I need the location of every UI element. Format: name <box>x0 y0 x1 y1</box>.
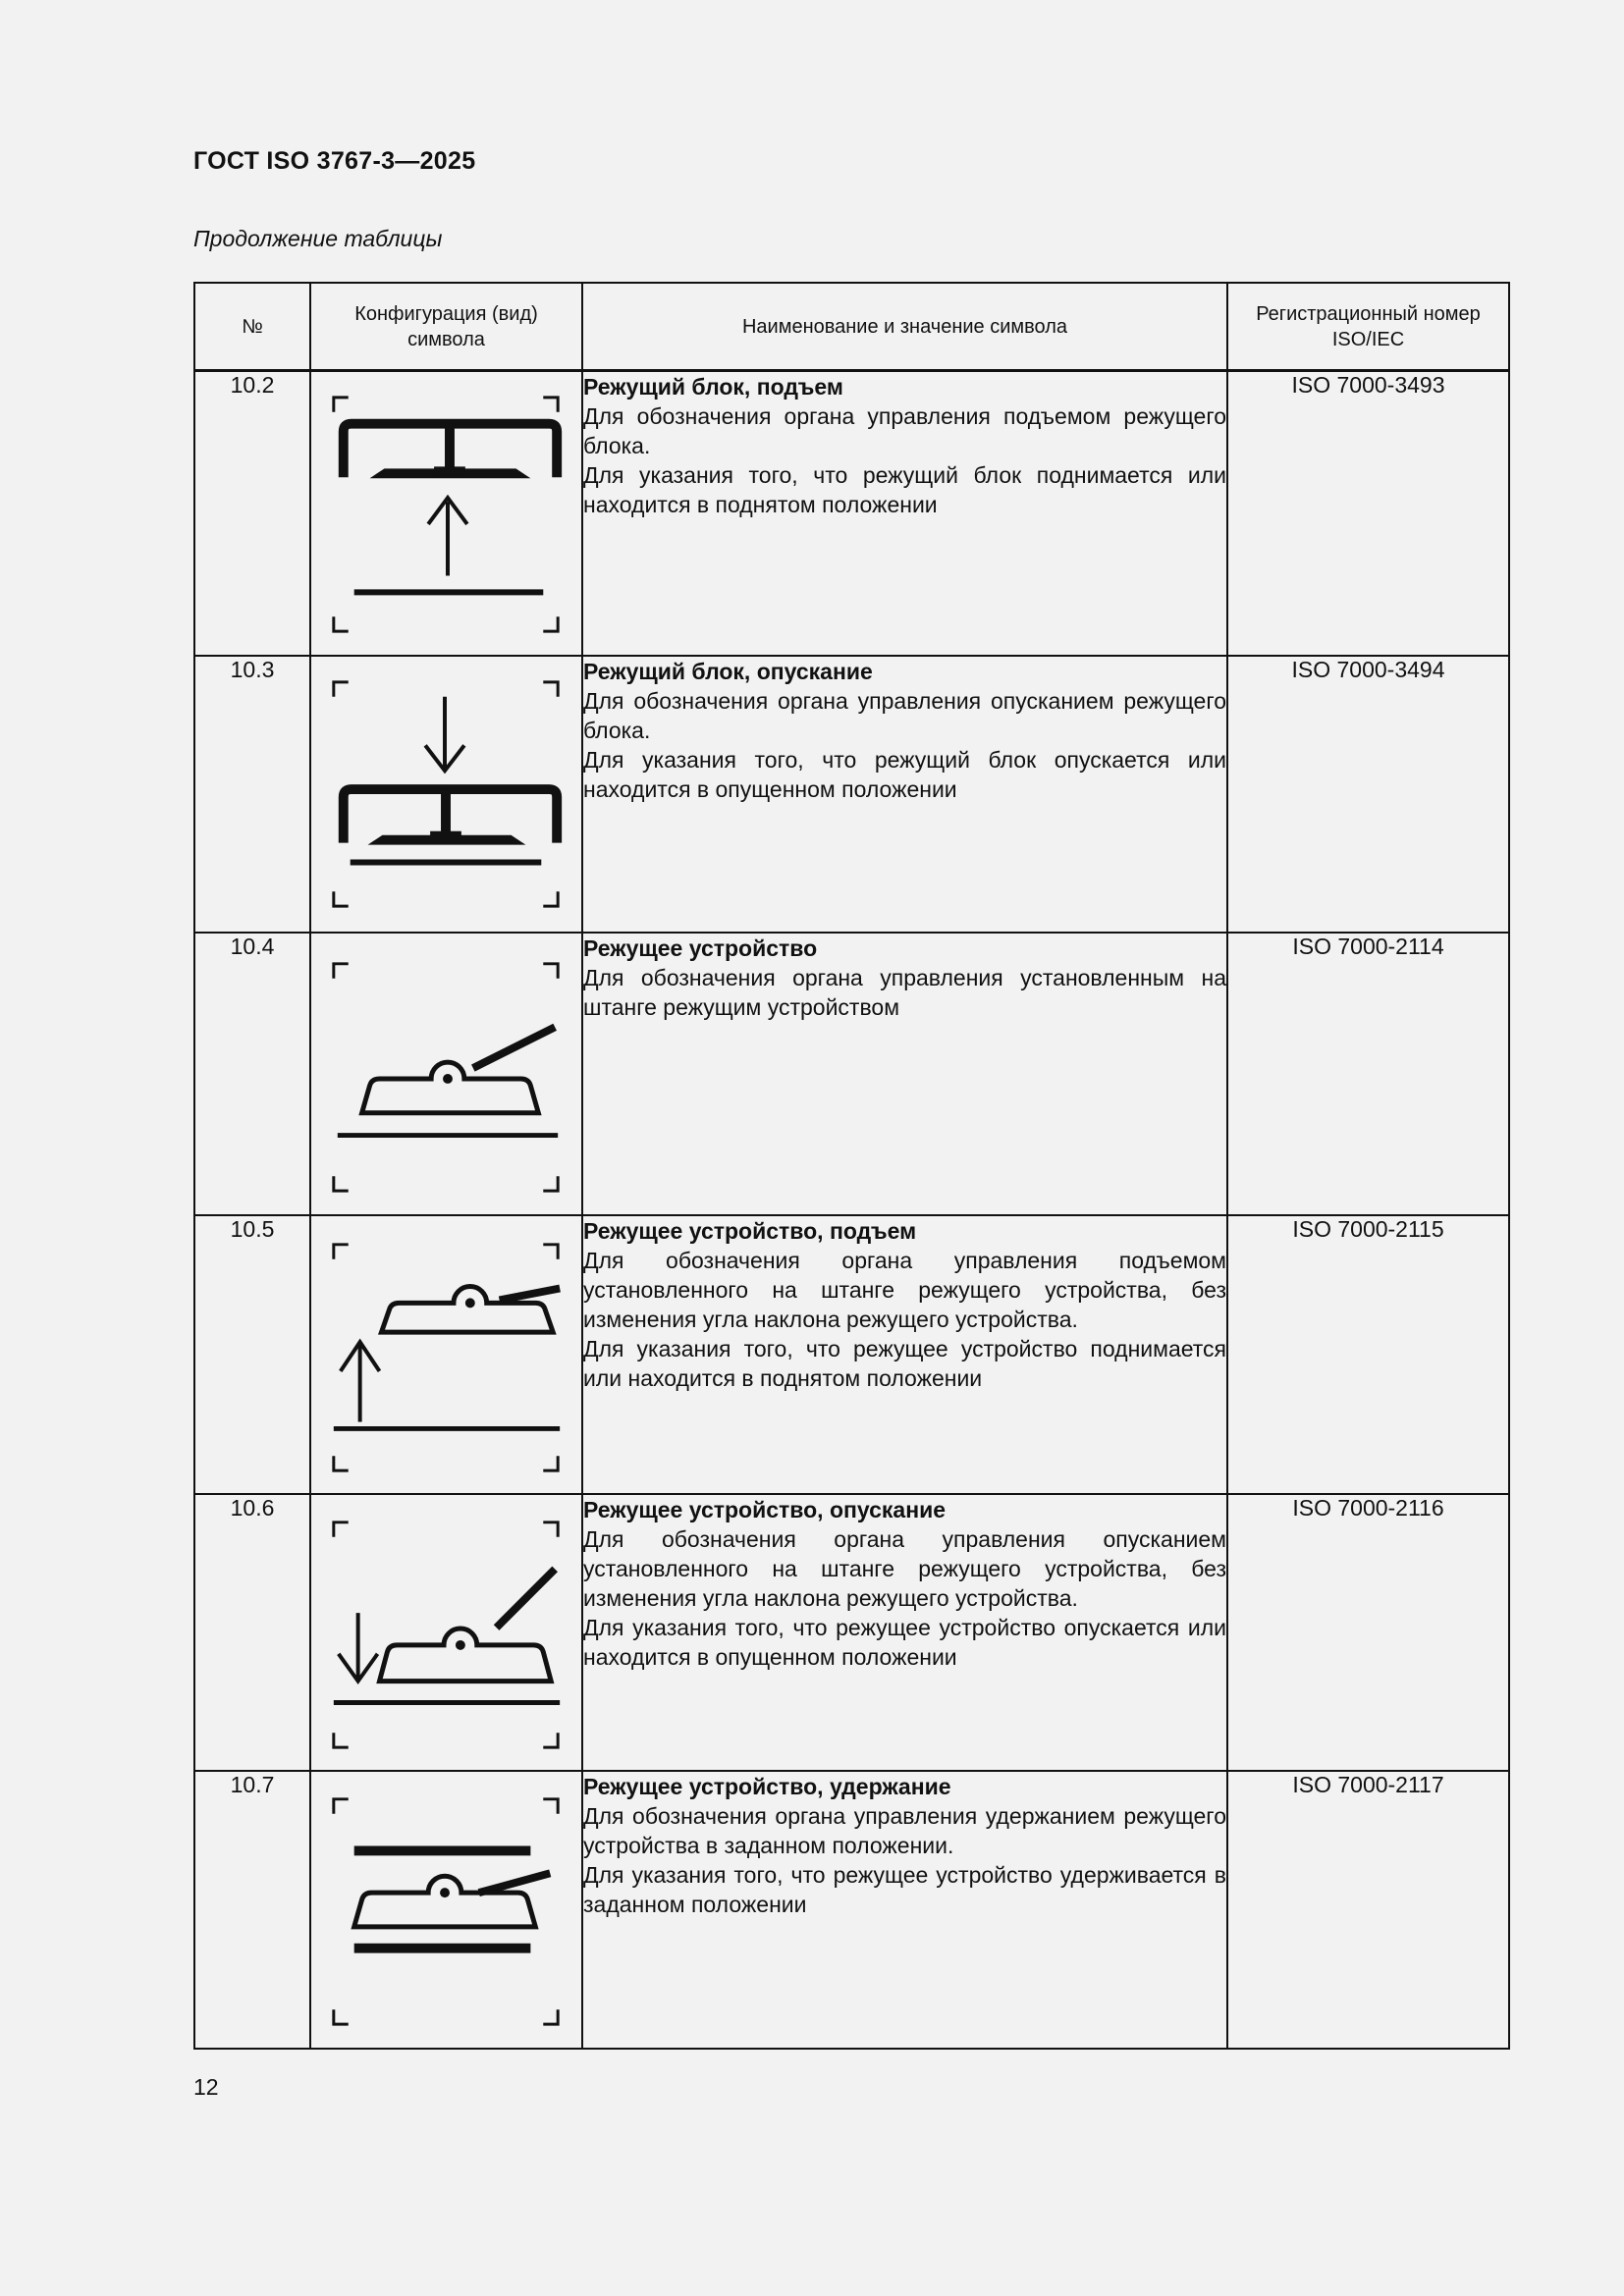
table-row <box>194 1215 1509 1494</box>
row-number: 10.6 <box>194 1494 310 1771</box>
description-line: Для указания того, что режущее устройство опускается или находится в опущенном положении <box>583 1615 1226 1670</box>
symbols-table <box>193 282 1510 2050</box>
symbol-cell <box>310 1771 582 2049</box>
description-cell <box>582 371 1227 657</box>
cutting-device-icon <box>311 934 581 1214</box>
symbol-title: Режущее устройство, опускание <box>583 1497 947 1522</box>
description-cell <box>582 1494 1227 1771</box>
cutting-unit-raise-icon <box>311 372 581 655</box>
column-header-symbol: Конфигурация (вид) символа <box>310 283 582 371</box>
row-number: 10.5 <box>194 1215 310 1494</box>
table-row <box>194 656 1509 933</box>
page-number: 12 <box>193 2074 219 2100</box>
description-line: Для обозначения органа управления удержанием режущего устройства в заданном положении. <box>583 1803 1226 1858</box>
cutting-device-raise-icon <box>311 1216 581 1493</box>
description-cell <box>582 1215 1227 1494</box>
symbol-title: Режущее устройство, подъем <box>583 1218 917 1244</box>
description-line: Для указания того, что режущее устройство удерживается в заданном положении <box>583 1862 1226 1917</box>
description-line: Для обозначения органа управления подъемом режущего блока. <box>583 403 1226 458</box>
description-cell <box>582 1771 1227 2049</box>
table-row <box>194 371 1509 657</box>
row-number: 10.7 <box>194 1771 310 2049</box>
description-line: Для указания того, что режущее устройство поднимается или находится в поднятом положении <box>583 1336 1226 1391</box>
description-line: Для обозначения органа управления подъемом установленного на штанге режущего устройства, без изменения угла наклона режущего устройства. <box>583 1248 1226 1332</box>
registration-number: ISO 7000-2117 <box>1227 1771 1509 2049</box>
column-header-number: № <box>194 283 310 371</box>
description-line: Для указания того, что режущий блок поднимается или находится в поднятом положении <box>583 462 1226 517</box>
registration-number: ISO 7000-3494 <box>1227 656 1509 933</box>
cutting-device-hold-icon <box>311 1772 581 2048</box>
description-line: Для обозначения органа управления опусканием режущего блока. <box>583 688 1226 743</box>
description-cell <box>582 933 1227 1215</box>
symbol-cell <box>310 656 582 933</box>
cutting-unit-lower-icon <box>311 657 581 932</box>
cutting-device-lower-icon <box>311 1495 581 1770</box>
continuation-label: Продолжение таблицы <box>193 226 443 251</box>
symbol-title: Режущее устройство, удержание <box>583 1774 951 1799</box>
row-number: 10.2 <box>194 371 310 657</box>
symbol-cell <box>310 1215 582 1494</box>
column-header-name: Наименование и значение символа <box>582 283 1227 371</box>
row-number: 10.4 <box>194 933 310 1215</box>
column-header-registration: Регистрационный номер ISO/IEC <box>1227 283 1509 371</box>
table-header-row <box>194 283 1509 371</box>
symbol-title: Режущий блок, подъем <box>583 374 843 400</box>
symbol-title: Режущее устройство <box>583 935 818 961</box>
symbol-title: Режущий блок, опускание <box>583 659 873 684</box>
registration-number: ISO 7000-2115 <box>1227 1215 1509 1494</box>
description-line: Для обозначения органа управления опусканием установленного на штанге режущего устройства, без изменения угла наклона режущего устройства. <box>583 1526 1226 1611</box>
row-number: 10.3 <box>194 656 310 933</box>
registration-number: ISO 7000-2116 <box>1227 1494 1509 1771</box>
symbol-cell <box>310 933 582 1215</box>
registration-number: ISO 7000-3493 <box>1227 371 1509 657</box>
symbol-cell <box>310 1494 582 1771</box>
table-row <box>194 933 1509 1215</box>
symbol-cell <box>310 371 582 657</box>
description-line: Для обозначения органа управления установленным на штанге режущим устройством <box>583 965 1226 1020</box>
description-line: Для указания того, что режущий блок опускается или находится в опущенном положении <box>583 747 1226 802</box>
document-header: ГОСТ ISO 3767-3—2025 <box>193 147 476 175</box>
table-row <box>194 1771 1509 2049</box>
description-cell <box>582 656 1227 933</box>
table-row <box>194 1494 1509 1771</box>
registration-number: ISO 7000-2114 <box>1227 933 1509 1215</box>
